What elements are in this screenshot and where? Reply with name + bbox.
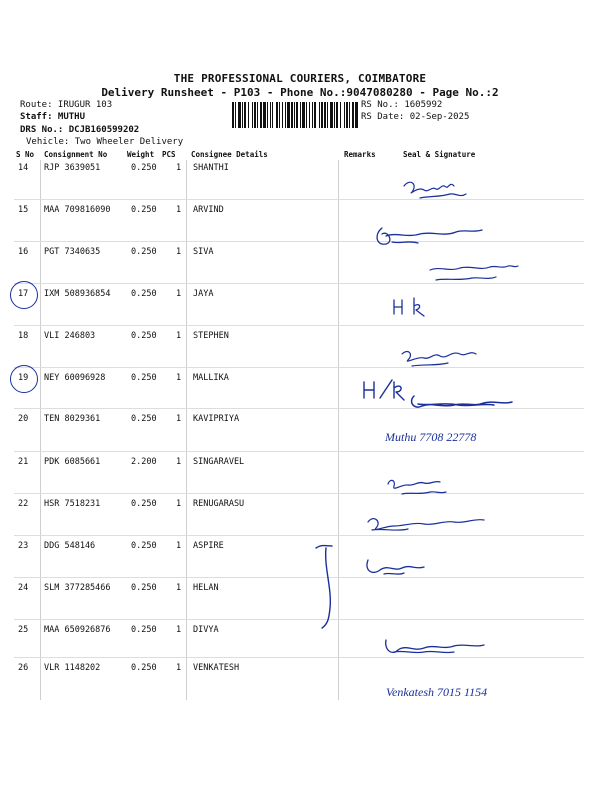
row-pcs: 1 <box>176 663 182 673</box>
row-weight: 0.250 <box>131 289 157 299</box>
row-pcs: 1 <box>176 583 182 593</box>
column-header-remarks: Remarks <box>344 150 376 159</box>
row-pcs: 1 <box>176 163 182 173</box>
signature-row-21 <box>388 480 446 494</box>
row-consignment-no: VLR 1148202 <box>44 663 101 673</box>
row-sno: 21 <box>18 457 29 467</box>
row-consignee: SHANTHI <box>193 163 229 173</box>
remark-row-19 <box>364 380 404 400</box>
row-sno: 14 <box>18 163 29 173</box>
row-pcs: 1 <box>176 414 182 424</box>
vehicle-label: Vehicle: Two Wheeler Delivery <box>26 137 184 147</box>
rs-number: RS No.: 1605992 <box>361 100 443 110</box>
row-weight: 0.250 <box>131 331 157 341</box>
row-pcs: 1 <box>176 373 182 383</box>
signature-row-25 <box>386 640 484 653</box>
row-weight: 0.250 <box>131 373 157 383</box>
row-weight: 2.200 <box>131 457 157 467</box>
rs-date: RS Date: 02-Sep-2025 <box>361 112 470 122</box>
row-consignee: STEPHEN <box>193 331 229 341</box>
signature-row-20: Muthu 7708 22778 <box>385 430 477 444</box>
row-pcs: 1 <box>176 247 182 257</box>
row-consignee: JAYA <box>193 289 214 299</box>
column-header-consignment: Consignment No <box>44 150 108 159</box>
row-sno: 16 <box>18 247 29 257</box>
row-consignment-no: PDK 6085661 <box>44 457 101 467</box>
signature-row-26: Venkatesh 7015 1154 <box>386 685 488 699</box>
row-consignee: SINGARAVEL <box>193 457 245 467</box>
column-header-sno: S No <box>16 150 35 159</box>
row-weight: 0.250 <box>131 163 157 173</box>
row-sno: 17 <box>18 289 29 299</box>
row-consignee: HELAN <box>193 583 219 593</box>
row-consignment-no: TEN 8029361 <box>44 414 101 424</box>
row-consignee: SIVA <box>193 247 214 257</box>
column-header-seal: Seal & Signature <box>403 150 476 159</box>
drs-number: DRS No.: DCJB160599202 <box>20 125 140 135</box>
row-weight: 0.250 <box>131 499 157 509</box>
row-consignment-no: HSR 7518231 <box>44 499 101 509</box>
signature-row-14 <box>404 182 466 198</box>
row-consignment-no: MAA 650926876 <box>44 625 111 635</box>
row-consignee: KAVIPRIYA <box>193 414 240 424</box>
signature-row-23 <box>367 560 424 574</box>
row-pcs: 1 <box>176 289 182 299</box>
row-sno: 25 <box>18 625 29 635</box>
row-weight: 0.250 <box>131 205 157 215</box>
row-consignment-no: VLI 246803 <box>44 331 96 341</box>
signature-row-15 <box>377 228 482 244</box>
row-weight: 0.250 <box>131 247 157 257</box>
row-sno: 15 <box>18 205 29 215</box>
row-consignee: DIVYA <box>193 625 219 635</box>
row-sno: 22 <box>18 499 29 509</box>
row-sno: 19 <box>18 373 29 383</box>
column-header-weight: Weight <box>127 150 155 159</box>
signature-row-18 <box>402 352 476 366</box>
document-subtitle: Delivery Runsheet - P103 - Phone No.:9047080280 - Page No.:2 <box>101 86 499 99</box>
staff-label: Staff: MUTHU <box>20 112 86 122</box>
row-pcs: 1 <box>176 205 182 215</box>
row-pcs: 1 <box>176 541 182 551</box>
signature-row-16 <box>430 266 518 280</box>
row-consignment-no: MAA 709816090 <box>44 205 111 215</box>
row-weight: 0.250 <box>131 541 157 551</box>
document-title: THE PROFESSIONAL COURIERS, COIMBATORE <box>173 72 427 85</box>
row-consignee: MALLIKA <box>193 373 229 383</box>
row-pcs: 1 <box>176 457 182 467</box>
row-weight: 0.250 <box>131 414 157 424</box>
row-consignee: RENUGARASU <box>193 499 245 509</box>
row-sno: 18 <box>18 331 29 341</box>
signature-row-22 <box>368 519 484 531</box>
ink-line-row-23 <box>316 546 332 629</box>
row-consignment-no: RJP 3639051 <box>44 163 101 173</box>
row-consignee: VENKATESH <box>193 663 240 673</box>
row-consignment-no: IXM 508936854 <box>44 289 111 299</box>
column-header-pcs: PCS <box>162 150 176 159</box>
row-consignment-no: DDG 548146 <box>44 541 96 551</box>
row-pcs: 1 <box>176 331 182 341</box>
row-sno: 23 <box>18 541 29 551</box>
route-label: Route: IRUGUR 103 <box>20 100 113 110</box>
signature-row-19 <box>412 396 512 407</box>
row-consignment-no: PGT 7340635 <box>44 247 101 257</box>
column-header-consignee: Consignee Details <box>191 150 268 159</box>
row-weight: 0.250 <box>131 625 157 635</box>
row-weight: 0.250 <box>131 663 157 673</box>
row-consignment-no: SLM 377285466 <box>44 583 111 593</box>
row-weight: 0.250 <box>131 583 157 593</box>
row-consignment-no: NEY 60096928 <box>44 373 106 383</box>
row-sno: 24 <box>18 583 29 593</box>
row-consignee: ARVIND <box>193 205 224 215</box>
row-sno: 20 <box>18 414 29 424</box>
row-pcs: 1 <box>176 625 182 635</box>
row-consignee: ASPIRE <box>193 541 224 551</box>
row-pcs: 1 <box>176 499 182 509</box>
row-sno: 26 <box>18 663 29 673</box>
remark-row-17 <box>394 298 424 316</box>
